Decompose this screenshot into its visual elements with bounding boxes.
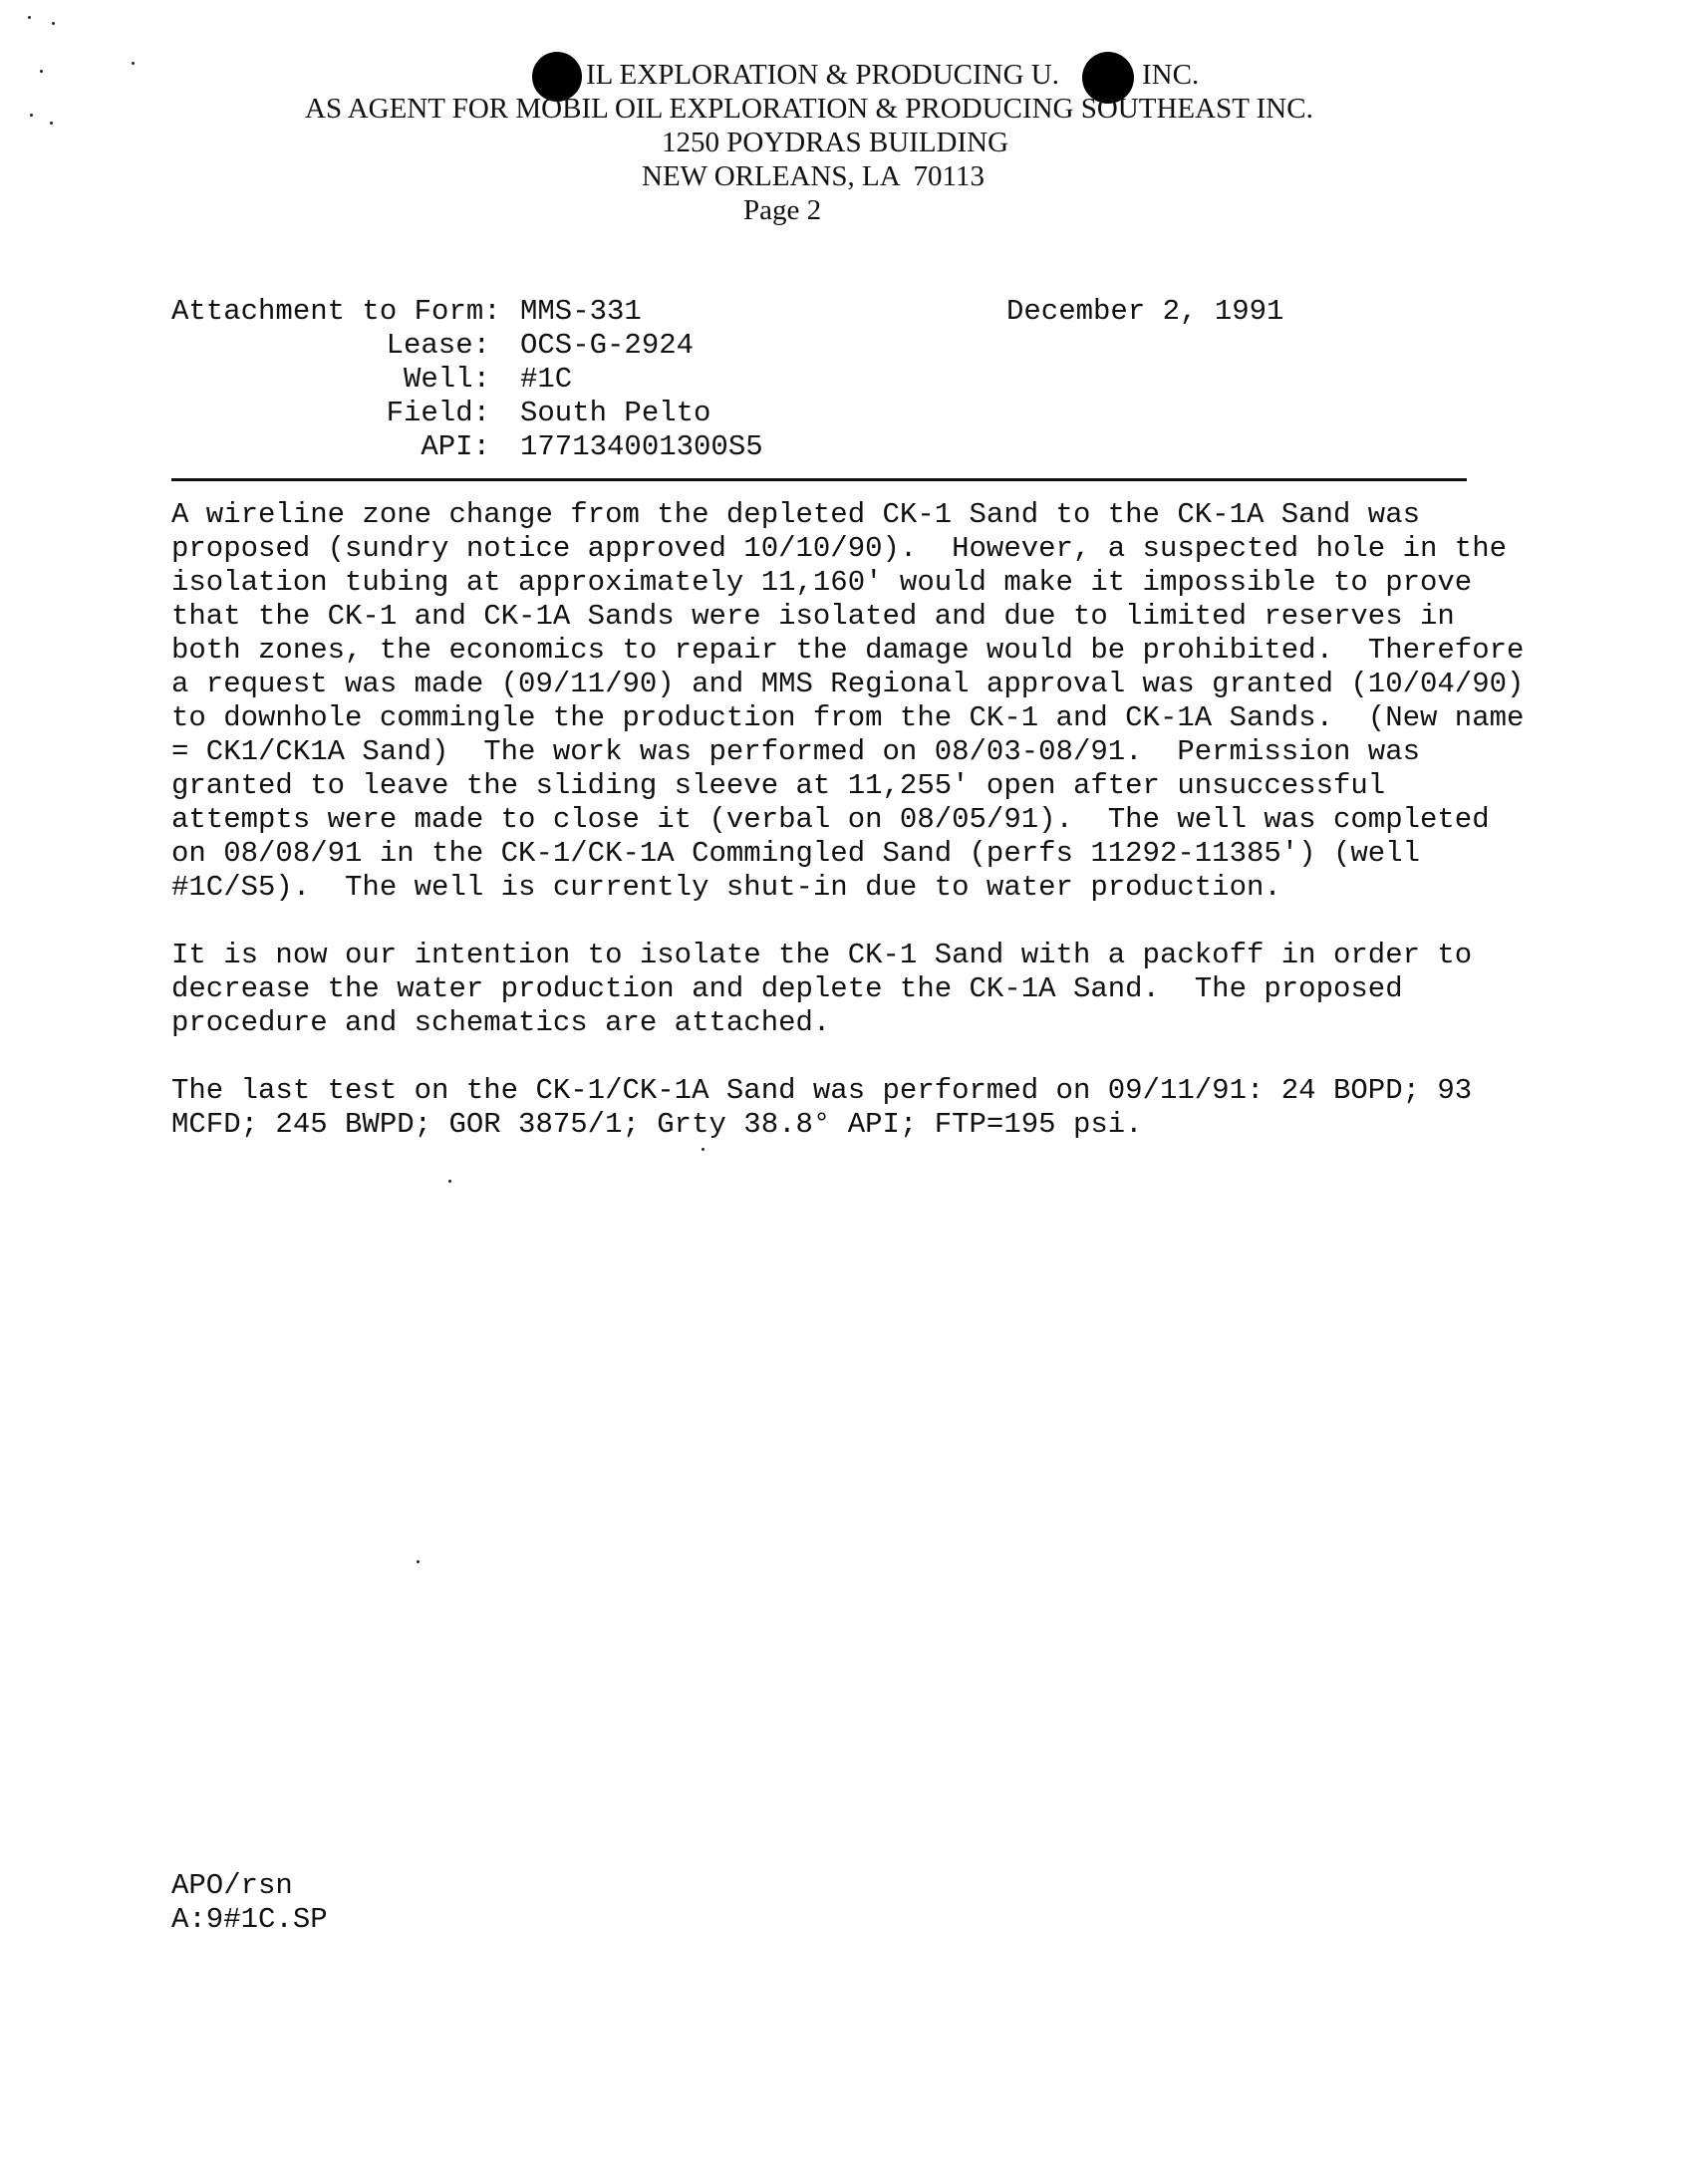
scan-speck (50, 122, 53, 125)
address-city: NEW ORLEANS, LA 70113 (642, 160, 985, 192)
info-value-lease: OCS-G-2924 (520, 329, 695, 362)
info-label-lease: Lease: (386, 329, 490, 362)
scan-speck (30, 114, 33, 117)
typist-initials: APO/rsn (171, 1869, 293, 1902)
document-date: December 2, 1991 (1006, 295, 1284, 328)
info-value-field: South Pelto (520, 397, 711, 429)
paragraph-line: = CK1/CK1A Sand) The work was performed on 08/03-08/91. Permission was (171, 735, 1421, 768)
paragraph-line: that the CK-1 and CK-1A Sands were isolated and due to limited reserves in (171, 600, 1455, 633)
paragraph-line: isolation tubing at approximately 11,160' would make it impossible to prove (171, 566, 1473, 599)
paragraph-line: on 08/08/91 in the CK-1/CK-1A Commingled Sand (perfs 11292-11385') (well (171, 837, 1421, 870)
agent-line: AS AGENT FOR MOBIL OIL EXPLORATION & PRODUCING SOUTHEAST INC. (305, 93, 1313, 125)
info-label-form: Attachment to Form: (171, 295, 501, 328)
paragraph-line: granted to leave the sliding sleeve at 11,255' open after unsuccessful (171, 769, 1386, 802)
header-divider (171, 478, 1467, 481)
info-value-well: #1C (520, 363, 573, 396)
company-name-line-a: IL EXPLORATION & PRODUCING U. (586, 59, 1060, 91)
info-value-api: 177134001300S5 (520, 430, 763, 463)
address-street: 1250 POYDRAS BUILDING (662, 127, 1009, 158)
paragraph-line: MCFD; 245 BWPD; GOR 3875/1; Grty 38.8° API; FTP=195 psi. (171, 1108, 1143, 1141)
scan-speck (448, 1180, 451, 1183)
paragraph-line: decrease the water production and deplete the CK-1A Sand. The proposed (171, 972, 1403, 1005)
paragraph-line: proposed (sundry notice approved 10/10/90). However, a suspected hole in the (171, 532, 1508, 565)
scan-speck (702, 1148, 704, 1151)
file-reference: A:9#1C.SP (171, 1903, 328, 1936)
paragraph-line: The last test on the CK-1/CK-1A Sand was performed on 09/11/91: 24 BOPD; 93 (171, 1074, 1473, 1107)
info-value-form: MMS-331 (520, 295, 642, 328)
company-name-line-b: INC. (1142, 59, 1200, 91)
paragraph-line: a request was made (09/11/90) and MMS Regional approval was granted (10/04/90) (171, 668, 1525, 700)
paragraph-line: It is now our intention to isolate the CK-1 Sand with a packoff in order to (171, 939, 1473, 971)
paragraph-line: to downhole commingle the production from the CK-1 and CK-1A Sands. (New name (171, 701, 1525, 734)
scan-speck (132, 62, 135, 65)
paragraph-line: attempts were made to close it (verbal on 08/05/91). The well was completed (171, 803, 1490, 836)
paragraph-line: A wireline zone change from the depleted CK-1 Sand to the CK-1A Sand was (171, 498, 1421, 531)
paragraph-line: procedure and schematics are attached. (171, 1006, 831, 1039)
page-number: Page 2 (743, 194, 822, 226)
info-label-field: Field: (386, 397, 490, 429)
scan-speck (40, 70, 43, 73)
paragraph-line: #1C/S5). The well is currently shut-in due to water production. (171, 871, 1281, 904)
scan-speck (28, 16, 31, 19)
info-label-well: Well: (403, 363, 490, 396)
scan-speck (417, 1560, 420, 1563)
info-label-api: API: (421, 430, 490, 463)
paragraph-line: both zones, the economics to repair the damage would be prohibited. Therefore (171, 634, 1525, 667)
scan-speck (52, 22, 55, 25)
